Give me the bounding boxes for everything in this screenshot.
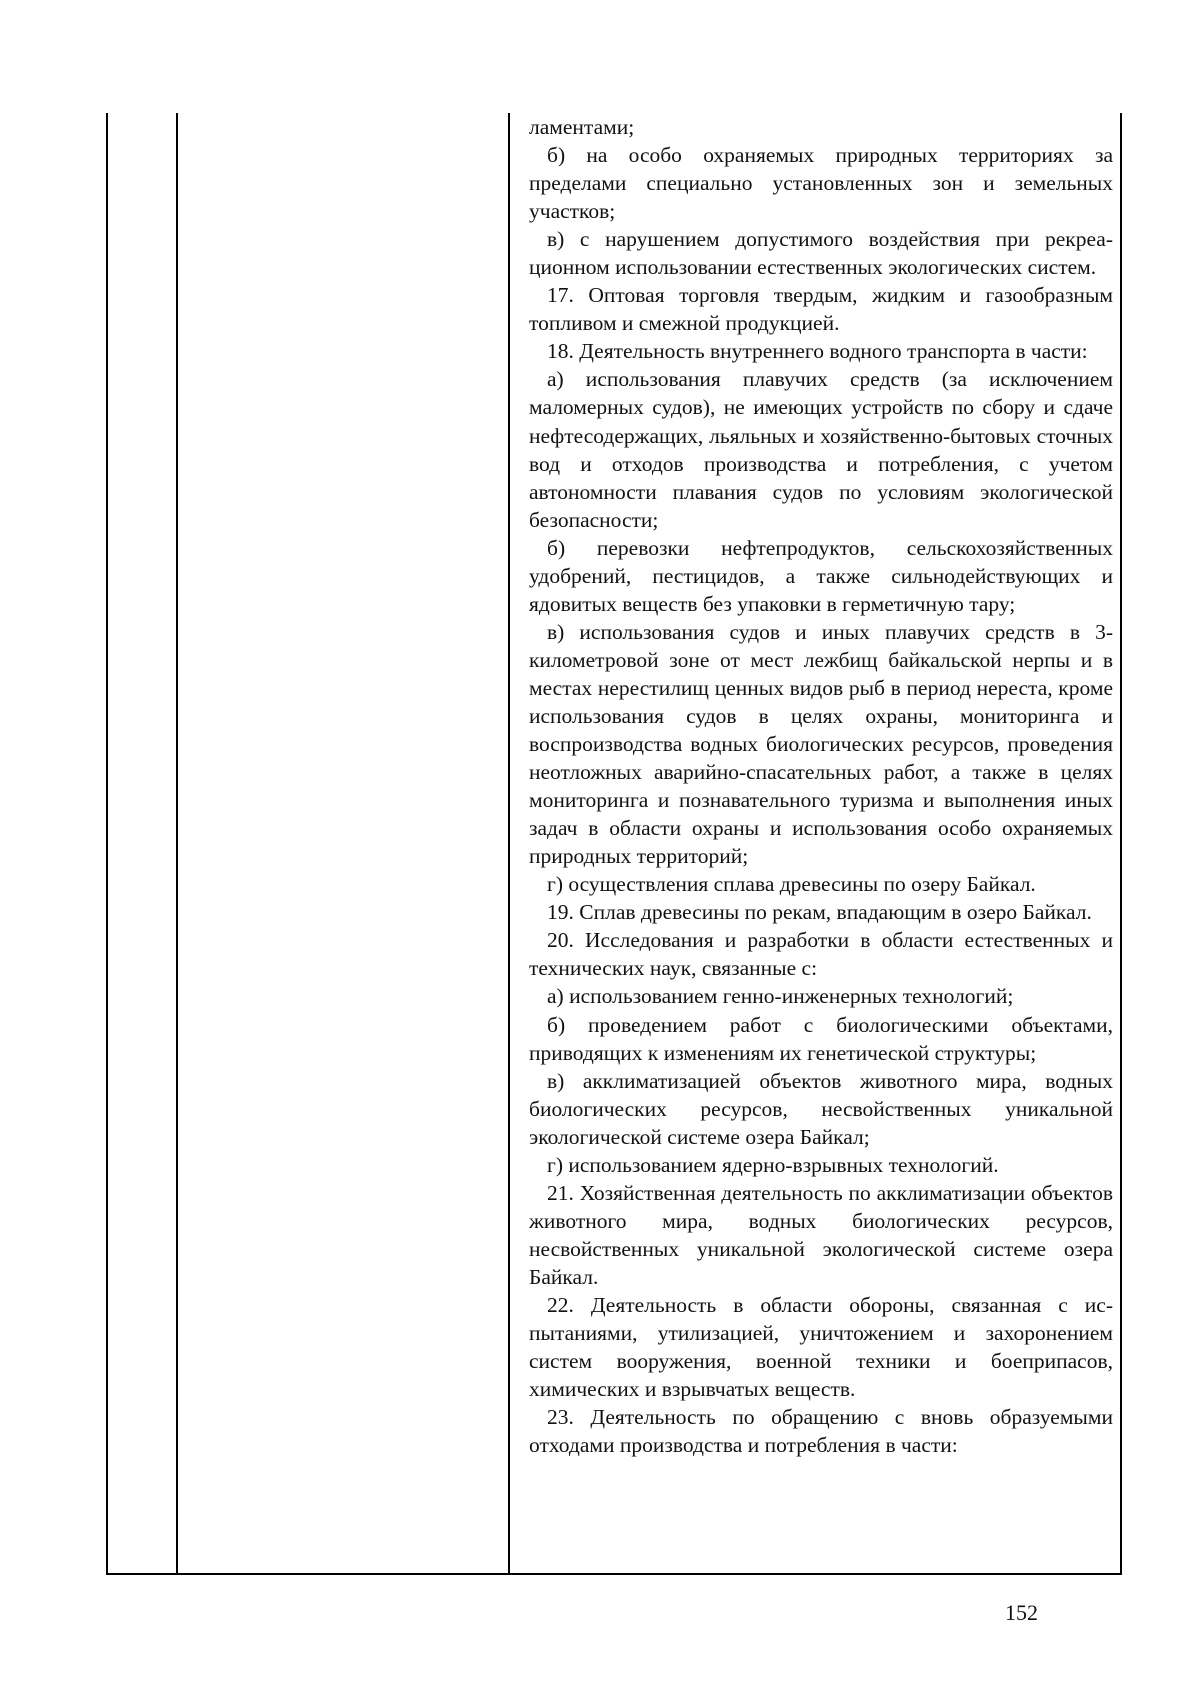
column-divider-2	[508, 113, 510, 1573]
paragraph: а) использованием генно-инженерных технологий;	[547, 984, 1014, 1009]
paragraph: 23. Деятельность по обращению с вновь образуемыми отходами производства и потребления в части:	[529, 1405, 1113, 1458]
paragraph: 18. Деятельность внутреннего водного транспорта в части:	[547, 339, 1088, 364]
paragraph: г) осуществления сплава древесины по озеру Байкал.	[547, 872, 1036, 897]
paragraph: 20. Исследования и разработки в области естественных и технических наук, связанные с:	[529, 928, 1113, 981]
paragraph: 17. Оптовая торговля твердым, жидким и газообразным топливом и смежной продукцией.	[529, 283, 1113, 336]
paragraph: б) на особо охраняемых природных территориях за пределами специально установленных зон и земельных участков;	[529, 143, 1113, 224]
paragraph: г) использованием ядерно-взрывных технологий.	[547, 1152, 999, 1177]
page-number: 152	[1005, 1600, 1038, 1625]
paragraph: 22. Деятельность в области обороны, связанная с испытаниями, утилизацией, уничтожением и захоронением систем вооружения, военной техники и боеприпасов, химических и взрывчатых веществ.	[529, 1292, 1113, 1402]
paragraph: в) с нарушением допустимого воздействия при рекреационном использовании естественных экологических систем.	[529, 227, 1113, 280]
text-column	[529, 113, 1113, 1459]
paragraph: в) акклиматизацией объектов животного мира, водных биологических ресурсов, несвойственных уникальной экологической системе озера Байкал;	[529, 1068, 1113, 1149]
paragraph: а) использования плавучих средств (за исключением маломерных судов), не имеющих устройств по сбору и сдаче нефтесодержащих, льяльных и хозяйственно-бытовых сточных вод и отходов производства и потребления, с учетом автономности плавания судов по условиям экологической безопасности;	[529, 367, 1113, 532]
paragraph: 19. Сплав древесины по рекам, впадающим в озеро Байкал.	[547, 900, 1092, 925]
paragraph: 21. Хозяйственная деятельность по акклиматизации объектов животного мира, водных биологических ресурсов, несвойственных уникальной экологической системе озера Байкал.	[529, 1180, 1113, 1289]
column-divider-1	[176, 113, 178, 1573]
paragraph: б) проведением работ с биологическими объектами, приводящих к изменениям их генетической структуры;	[529, 1012, 1113, 1065]
paragraph: б) перевозки нефтепродуктов, сельскохозяйственных удобрений, пестицидов, а также сильнодействующих и ядовитых веществ без упаковки в герметичную тару;	[529, 535, 1113, 616]
content-table	[106, 113, 1122, 1575]
paragraph: ламентами;	[529, 115, 635, 139]
paragraph: в) использования судов и иных плавучих средств в 3-километровой зоне от мест лежбищ байкальской нерпы и в местах нерестилищ ценных видов рыб в период нереста, кроме использования судов в целях охраны, мониторинга и воспроизводства водных биологических ресурсов, проведения неотложных аварийно-спасательных работ, а также в целях мониторинга и познавательного туризма и выполнения иных задач в области охраны и использования особо охраняемых природных территорий;	[529, 619, 1113, 869]
